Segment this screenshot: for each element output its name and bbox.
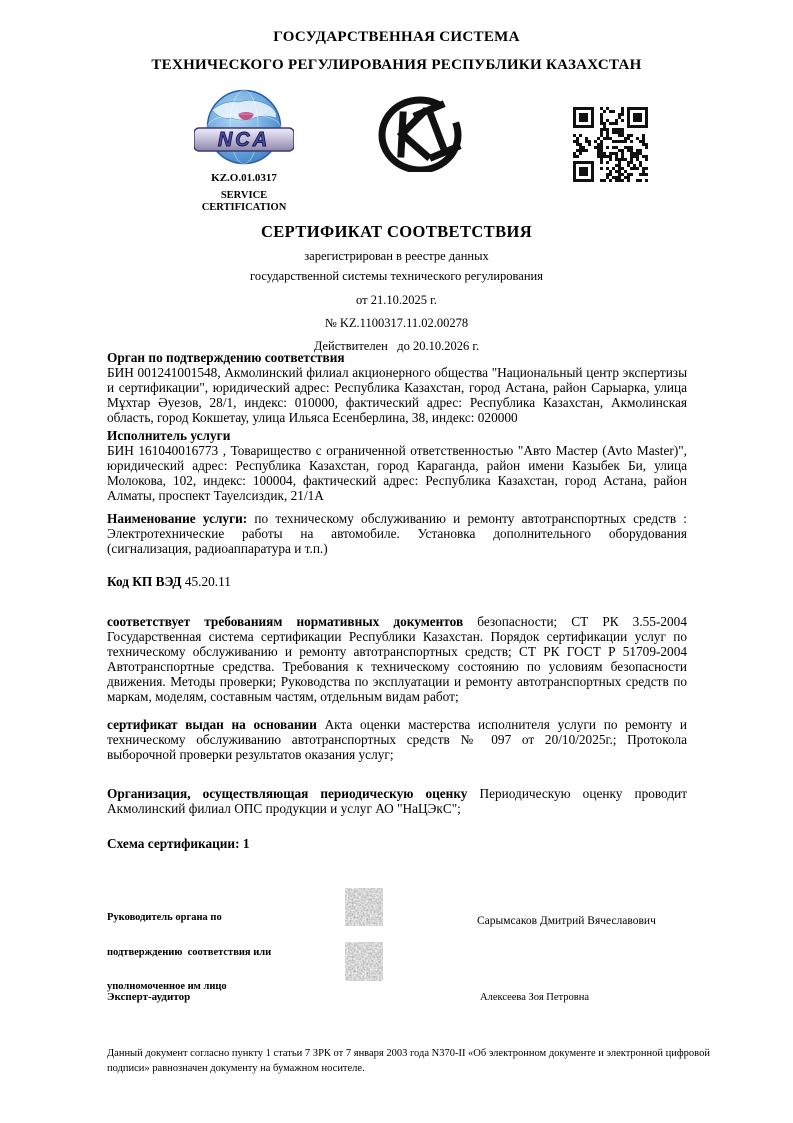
nca-caption-line-1: SERVICE: [220, 190, 268, 201]
legal-footer-note: Данный документ согласно пункту 1 статьи 7 ЗРК от 7 января 2003 года N370-II «Об электронном документе и электронной цифровой подписи» равнозначен документу на бумажном носителе.: [107, 1048, 710, 1074]
section-heading: Наименование услуги:: [107, 511, 248, 526]
nca-abbr-text: NCA: [217, 129, 271, 151]
section-certification-scheme: Схема сертификации: 1: [107, 836, 250, 851]
issue-date-line: от 21.10.2025 г.: [356, 293, 437, 307]
nca-globe-icon: [194, 88, 294, 166]
role-line-2: подтверждению соответствия или: [107, 946, 272, 958]
section-service-provider: [107, 428, 687, 503]
signature-stamp-1: [345, 888, 383, 926]
nca-accreditation-code: KZ.O.01.0317: [211, 172, 277, 184]
certificate-title: СЕРТИФИКАТ СООТВЕТСТВИЯ: [260, 222, 533, 241]
section-heading: сертификат выдан на основании: [107, 717, 317, 732]
nca-caption-line-2: CERTIFICATION: [201, 201, 287, 213]
nca-caption: [194, 190, 294, 213]
section-text: Акта оценки мастерства исполнителя услуги по ремонту и техническому обслуживанию автотранспортных средств № 097 от 20/10/2025г.; Протокола выборочной проверки результатов оказания услуг;: [107, 717, 687, 762]
section-heading: Орган по подтверждению соответствия: [107, 350, 345, 365]
section-heading: соответствует требованиям нормативных документов: [107, 614, 464, 629]
section-text: 45.20.11: [184, 574, 231, 589]
expert-auditor-name: Алексеева Зоя Петровна: [480, 992, 589, 1003]
header-line-1: ГОСУДАРСТВЕННАЯ СИСТЕМА: [273, 29, 520, 45]
section-periodic-assessment: [107, 786, 687, 816]
section-issued-on-basis: [107, 717, 687, 762]
certificate-number: № KZ.1100317.11.02.00278: [324, 316, 469, 330]
system-line: государственной системы технического регулирования: [250, 269, 543, 283]
validity-line: Действителен до 20.10.2026 г.: [313, 339, 480, 353]
header-line-2: ТЕХНИЧЕСКОГО РЕГУЛИРОВАНИЯ РЕСПУБЛИКИ КАЗАХСТАН: [151, 57, 642, 73]
section-text: по техническому обслуживанию и ремонту автотранспортных средств : Электротехнические работы на автомобиле. Установка дополнительного оборудования (сигнализация, радиоаппаратура и т.п.): [107, 511, 688, 556]
certificate-body: [107, 350, 687, 851]
section-normative-documents: [107, 614, 687, 704]
signature-stamp-2: [345, 942, 383, 981]
qr-code: [573, 107, 648, 182]
section-text: БИН 161040016773 , Товарищество с ограниченной ответственностью "Авто Мастер (Avto Master)", юридический адрес: Республика Казахстан, город Караганда, район имени Казыбек Би, улица Молокова, 102, индекс: 100004, фактический адрес: Республика Казахстан, город Астана, район Алматы, проспект Тауелсиздик, 21/1А: [107, 443, 687, 503]
section-text: безопасности; СТ РК 3.55-2004 Государственная система сертификации Республики Казахстан. Порядок сертификации услуг по техническому обслуживанию и ремонту автотранспортных средств; СТ РК ГОСТ Р 51709-2004 Автотранспортные средства. Требования к техническому состоянию по условиям безопасности движения. Методы проверки; Руководства по эксплуатации и ремонту автотранспортных средств по маркам, моделям, составным частям, отдельным видам работ;: [107, 614, 687, 704]
section-heading: Код КП ВЭД: [107, 574, 182, 589]
signature-area: [107, 885, 707, 1015]
section-text: Периодическую оценку проводит Акмолинский филиал ОПС продукции и услуг АО "НаЦЭкС";: [107, 786, 688, 816]
role-line-1: Руководитель органа по: [107, 912, 222, 923]
section-activity-code: [107, 574, 687, 589]
registered-line: зарегистрирован в реестре данных: [304, 249, 489, 263]
section-heading: Организация, осуществляющая периодическую оценку: [107, 786, 468, 801]
head-of-body-name: Сарымсаков Дмитрий Вячеславович: [477, 915, 656, 927]
section-service-name: [107, 511, 687, 556]
nca-logo-block: [194, 88, 294, 213]
section-heading: Исполнитель услуги: [107, 428, 231, 443]
title-block: [0, 222, 793, 354]
section-certification-body: [107, 350, 687, 425]
kz-conformity-mark-icon: [377, 96, 463, 172]
role-line-3: уполномоченное им лицо: [107, 981, 227, 992]
section-text: БИН 001241001548, Акмолинский филиал акционерного общества "Национальный центр экспертизы и сертификации", юридический адрес: Республика Казахстан, город Астана, район Сарыарка, улица Мұхтар Әуезов, 28/1, индекс: 010000, фактический адрес: Республика Казахстан, Акмолинская область, город Кокшетау, улица Ильяса Есенберлина, 38, индекс: 020000: [107, 365, 687, 425]
expert-auditor-role-label: Эксперт-аудитор: [107, 991, 191, 1003]
